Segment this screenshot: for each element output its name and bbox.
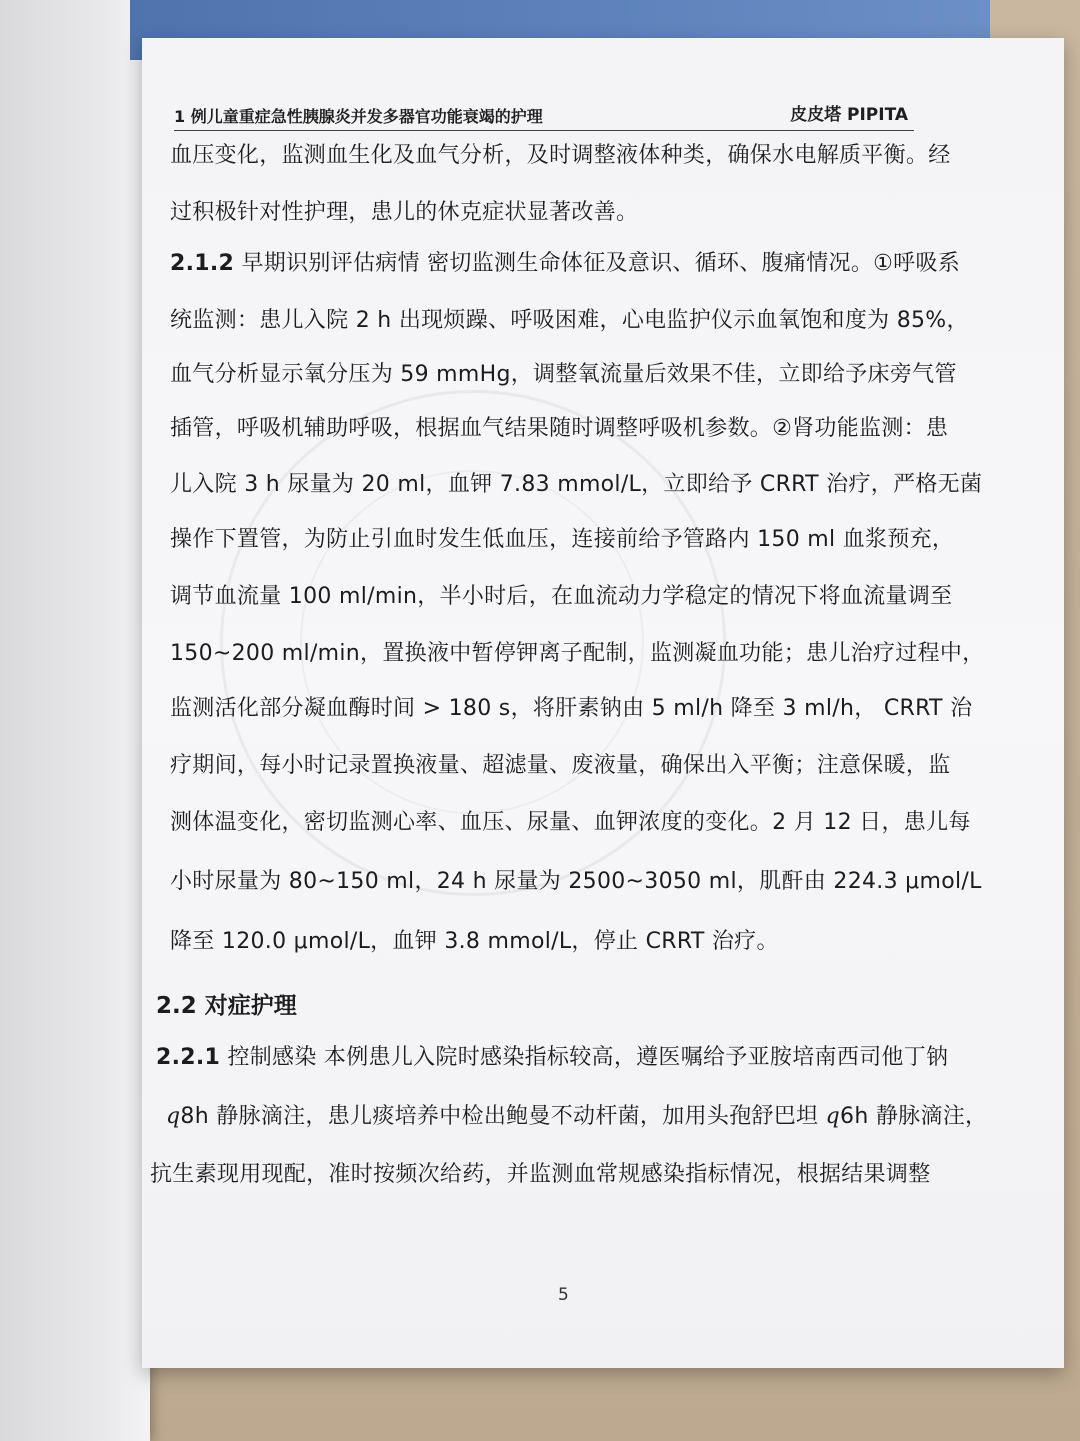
subsection-2-2-1-first-line — [156, 1040, 948, 1071]
subsection-text: 控制感染 本例患儿入院时感染指标较高，遵医嘱给予亚胺培南西司他丁钠 — [227, 1045, 949, 1070]
header-title: 1 例儿童重症急性胰腺炎并发多器官功能衰竭的护理 — [174, 107, 543, 126]
body-line: 血气分析显示氧分压为 59 mmHg，调整氧流量后效果不佳，立即给予床旁气管 — [170, 362, 957, 387]
subsection-number: 2.2.1 — [156, 1045, 221, 1070]
subsection-2-1-2-first-line — [170, 246, 960, 277]
italic-q: q — [166, 1104, 181, 1129]
body-line: 降至 120.0 μmol/L，血钾 3.8 mmol/L，停止 CRRT 治疗。 — [170, 929, 779, 954]
body-line: 儿入院 3 h 尿量为 20 ml，血钾 7.83 mmol/L，立即给予 CRRT 治疗，严格无菌 — [170, 472, 983, 497]
page-number: 5 — [558, 1285, 569, 1305]
body-line: 150~200 ml/min，置换液中暂停钾离子配制，监测凝血功能；患儿治疗过程中， — [170, 641, 985, 666]
body-line: 血压变化，监测血生化及血气分析，及时调整液体种类，确保水电解质平衡。经 — [170, 143, 951, 168]
body-line: 监测活化部分凝血酶时间 > 180 s，将肝素钠由 5 ml/h 降至 3 ml/h， CRRT 治 — [170, 696, 973, 721]
italic-q: q — [825, 1104, 841, 1129]
section-heading-2-2: 2.2 对症护理 — [156, 993, 297, 1019]
body-line: 测体温变化，密切监测心率、血压、尿量、血钾浓度的变化。2 月 12 日，患儿每 — [170, 810, 971, 835]
subsection-number: 2.1.2 — [170, 251, 235, 276]
subsection-text: 早期识别评估病情 密切监测生命体征及意识、循环、腹痛情况。①呼吸系 — [241, 251, 961, 276]
body-line: 小时尿量为 80~150 ml，24 h 尿量为 2500~3050 ml，肌酐由 224.3 μmol/L — [170, 869, 982, 894]
body-line: 操作下置管，为防止引血时发生低血压，连接前给予管路内 150 ml 血浆预充， — [170, 527, 955, 552]
body-line — [166, 1099, 987, 1130]
body-line: 抗生素现用现配，准时按频次给药，并监测血常规感染指标情况，根据结果调整 — [150, 1162, 931, 1187]
previous-page-edge — [0, 0, 150, 1441]
body-line: 插管，呼吸机辅助呼吸，根据血气结果随时调整呼吸机参数。②肾功能监测：患 — [170, 416, 949, 441]
body-line: 统监测：患儿入院 2 h 出现烦躁、呼吸困难，心电监护仪示血氧饱和度为 85%， — [170, 308, 969, 333]
body-line-part: 6h 静脉滴注， — [840, 1104, 988, 1129]
body-line: 过积极针对性护理，患儿的休克症状显著改善。 — [170, 200, 639, 225]
header-brand: 皮皮塔 PIPITA — [790, 105, 908, 125]
body-line-part: 8h 静脉滴注，患儿痰培养中检出鲍曼不动杆菌，加用头孢舒巴坦 — [180, 1104, 826, 1129]
body-line: 调节血流量 100 ml/min，半小时后，在血流动力学稳定的情况下将血流量调至 — [170, 584, 953, 609]
body-line: 疗期间，每小时记录置换液量、超滤量、废液量，确保出入平衡；注意保暖，监 — [170, 753, 951, 778]
header-rule — [174, 130, 914, 131]
running-header — [174, 104, 934, 128]
